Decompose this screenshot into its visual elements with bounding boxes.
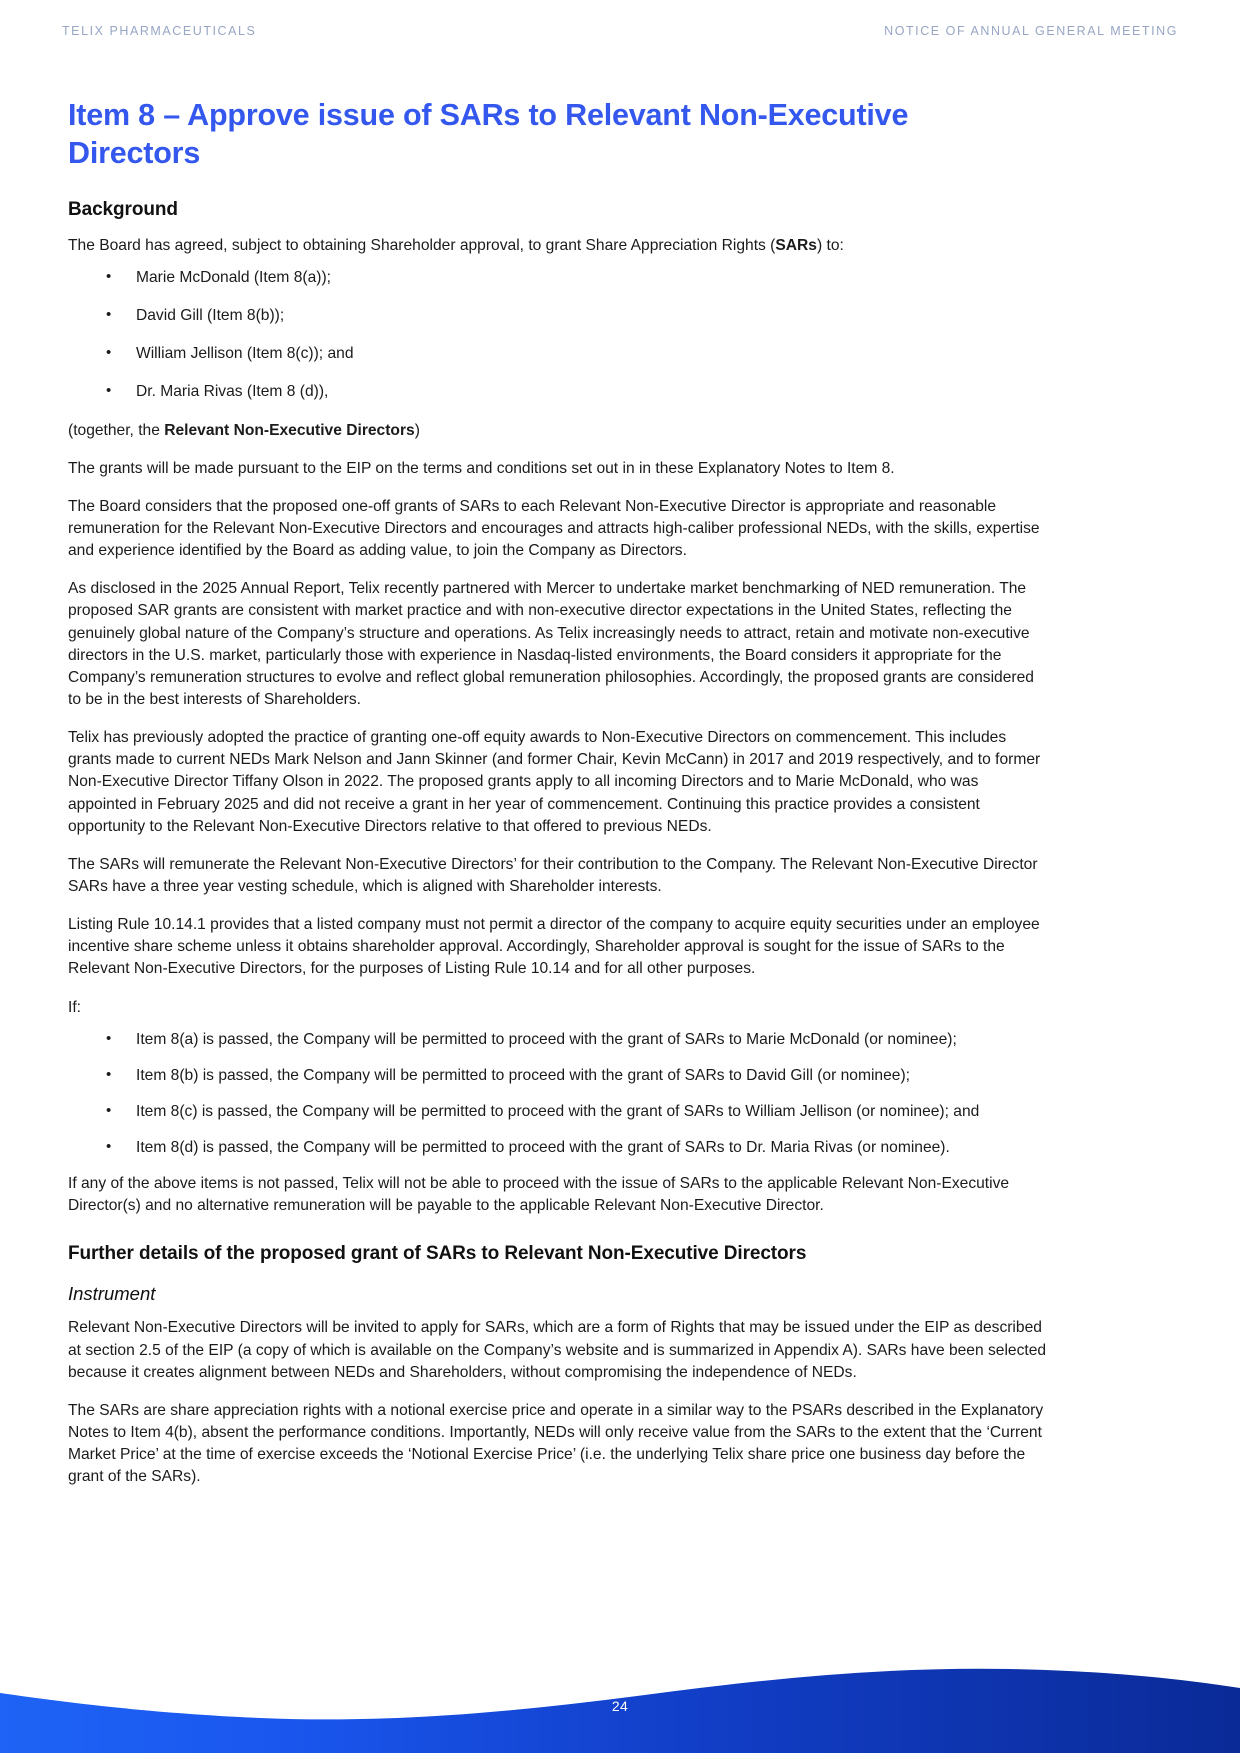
grantee-list: [68, 267, 1048, 404]
list-item: • Item 8(d) is passed, the Company will be permitted to proceed with the grant of SARs to Dr. Maria Rivas (or nominee).: [68, 1137, 1048, 1159]
if-conditions-list: [68, 1029, 1048, 1160]
page-title: Item 8 – Approve issue of SARs to Relevant Non-Executive Directors: [68, 98, 909, 171]
paragraph-board-considers: The Board considers that the proposed one-off grants of SARs to each Relevant Non-Executive Director is appropriate and reasonable remuneration for the Relevant Non-Executive Directors and encourages and attracts high-caliber professional NEDs, with the skills, expertise and experience identified by the Board as adding value, to join the Company as Directors.: [68, 497, 1040, 560]
running-header: [62, 24, 1178, 38]
paragraph-not-passed-consequences: If any of the above items is not passed, Telix will not be able to proceed with the issue of SARs to the applicable Relevant Non-Executive Director(s) and no alternative remuneration will be payable to the applicable Relevant Non-Executive Director.: [68, 1175, 1010, 1215]
paragraph-grants-pursuant-eip: The grants will be made pursuant to the EIP on the terms and conditions set out in in these Explanatory Notes to Item 8.: [68, 459, 895, 477]
list-item: • Item 8(c) is passed, the Company will be permitted to proceed with the grant of SARs to William Jellison (or nominee); and: [68, 1101, 1048, 1123]
list-item: • Marie McDonald (Item 8(a));: [68, 267, 1048, 289]
background-intro-tail: ) to:: [816, 236, 844, 254]
if-label: If:: [68, 998, 81, 1016]
together-definition: [68, 420, 1048, 442]
document-content: [68, 96, 1048, 1504]
list-item: • Item 8(a) is passed, the Company will be permitted to proceed with the grant of SARs to Marie McDonald (or nominee);: [68, 1029, 1048, 1051]
list-item: • Item 8(b) is passed, the Company will be permitted to proceed with the grant of SARs to David Gill (or nominee);: [68, 1065, 1048, 1087]
instrument-heading: Instrument: [68, 1283, 156, 1305]
footer-wave-graphic: [0, 1630, 1240, 1753]
background-intro: [68, 235, 1048, 257]
background-heading: Background: [68, 198, 178, 220]
paragraph-vesting-schedule: The SARs will remunerate the Relevant Non-Executive Directors’ for their contribution to the Company. The Relevant Non-Executive Director SARs have a three year vesting schedule, which is aligned with Shareholder interests.: [68, 855, 1038, 895]
together-tail: ): [414, 421, 420, 439]
paragraph-previous-practice: Telix has previously adopted the practice of granting one-off equity awards to Non-Executive Directors on commencement. This includes grants made to current NEDs Mark Nelson and Jann Skinner (and former Chair, Kevin McCann) in 2017 and 2019 respectively, and to former Non-Executive Director Tiffany Olson in 2022. The proposed grants apply to all incoming Directors and to Marie McDonald, who was appointed in February 2025 and did not receive a grant in her year of commencement. Continuing this practice provides a consistent opportunity to the Relevant Non-Executive Directors relative to that offered to previous NEDs.: [68, 729, 1041, 835]
together-lead: (together, the: [68, 421, 165, 439]
background-intro-lead: The Board has agreed, subject to obtaining Shareholder approval, to grant Share Appreciation Rights (: [68, 236, 776, 254]
list-item: • William Jellison (Item 8(c)); and: [68, 343, 1048, 365]
header-company-name: TELIX PHARMACEUTICALS: [62, 24, 257, 38]
further-details-heading: Further details of the proposed grant of SARs to Relevant Non-Executive Directors: [68, 1243, 807, 1265]
paragraph-annual-report-mercer: As disclosed in the 2025 Annual Report, Telix recently partnered with Mercer to undertake market benchmarking of NED remuneration. The proposed SAR grants are consistent with market practice and with non-executive director expectations in the United States, reflecting the genuinely global nature of the Company’s structure and operations. As Telix increasingly needs to attract, retain and motivate non-executive directors in the U.S. market, particularly those with experience in Nasdaq-listed environments, the Board considers it appropriate for the Company’s remuneration structures to evolve and reflect global remuneration philosophies. Accordingly, the proposed grants are considered to be in the best interests of Shareholders.: [68, 580, 1034, 708]
defined-term-relevant-neds: Relevant Non-Executive Directors: [164, 421, 415, 439]
paragraph-listing-rule: Listing Rule 10.14.1 provides that a listed company must not permit a director of the company to acquire equity securities under an employee incentive share scheme unless it obtains shareholder approval. Accordingly, Shareholder approval is sought for the issue of SARs to the Relevant Non-Executive Directors, for the purposes of Listing Rule 10.14 and for all other purposes.: [68, 916, 1040, 978]
paragraph-instrument-sars-detail: The SARs are share appreciation rights with a notional exercise price and operate in a similar way to the PSARs described in the Explanatory Notes to Item 4(b), absent the performance conditions. Importantly, NEDs will only receive value from the SARs to the extent that the ‘Current Market Price’ at the time of exercise exceeds the ‘Notional Exercise Price’ (i.e. the underlying Telix share price one business day before the grant of the SARs).: [68, 1401, 1044, 1486]
paragraph-instrument-rights: Relevant Non-Executive Directors will be invited to apply for SARs, which are a form of Rights that may be issued under the EIP as described at section 2.5 of the EIP (a copy of which is available on the Company’s website and is summarized in Appendix A). SARs have been selected because it creates alignment between NEDs and Shareholders, without compromising the independence of NEDs.: [68, 1319, 1047, 1381]
list-item: • David Gill (Item 8(b));: [68, 305, 1048, 327]
header-document-name: NOTICE OF ANNUAL GENERAL MEETING: [884, 24, 1178, 38]
list-item: • Dr. Maria Rivas (Item 8 (d)),: [68, 381, 1048, 403]
page-number: 24: [611, 1698, 629, 1714]
sars-abbreviation: SARs: [775, 236, 817, 254]
